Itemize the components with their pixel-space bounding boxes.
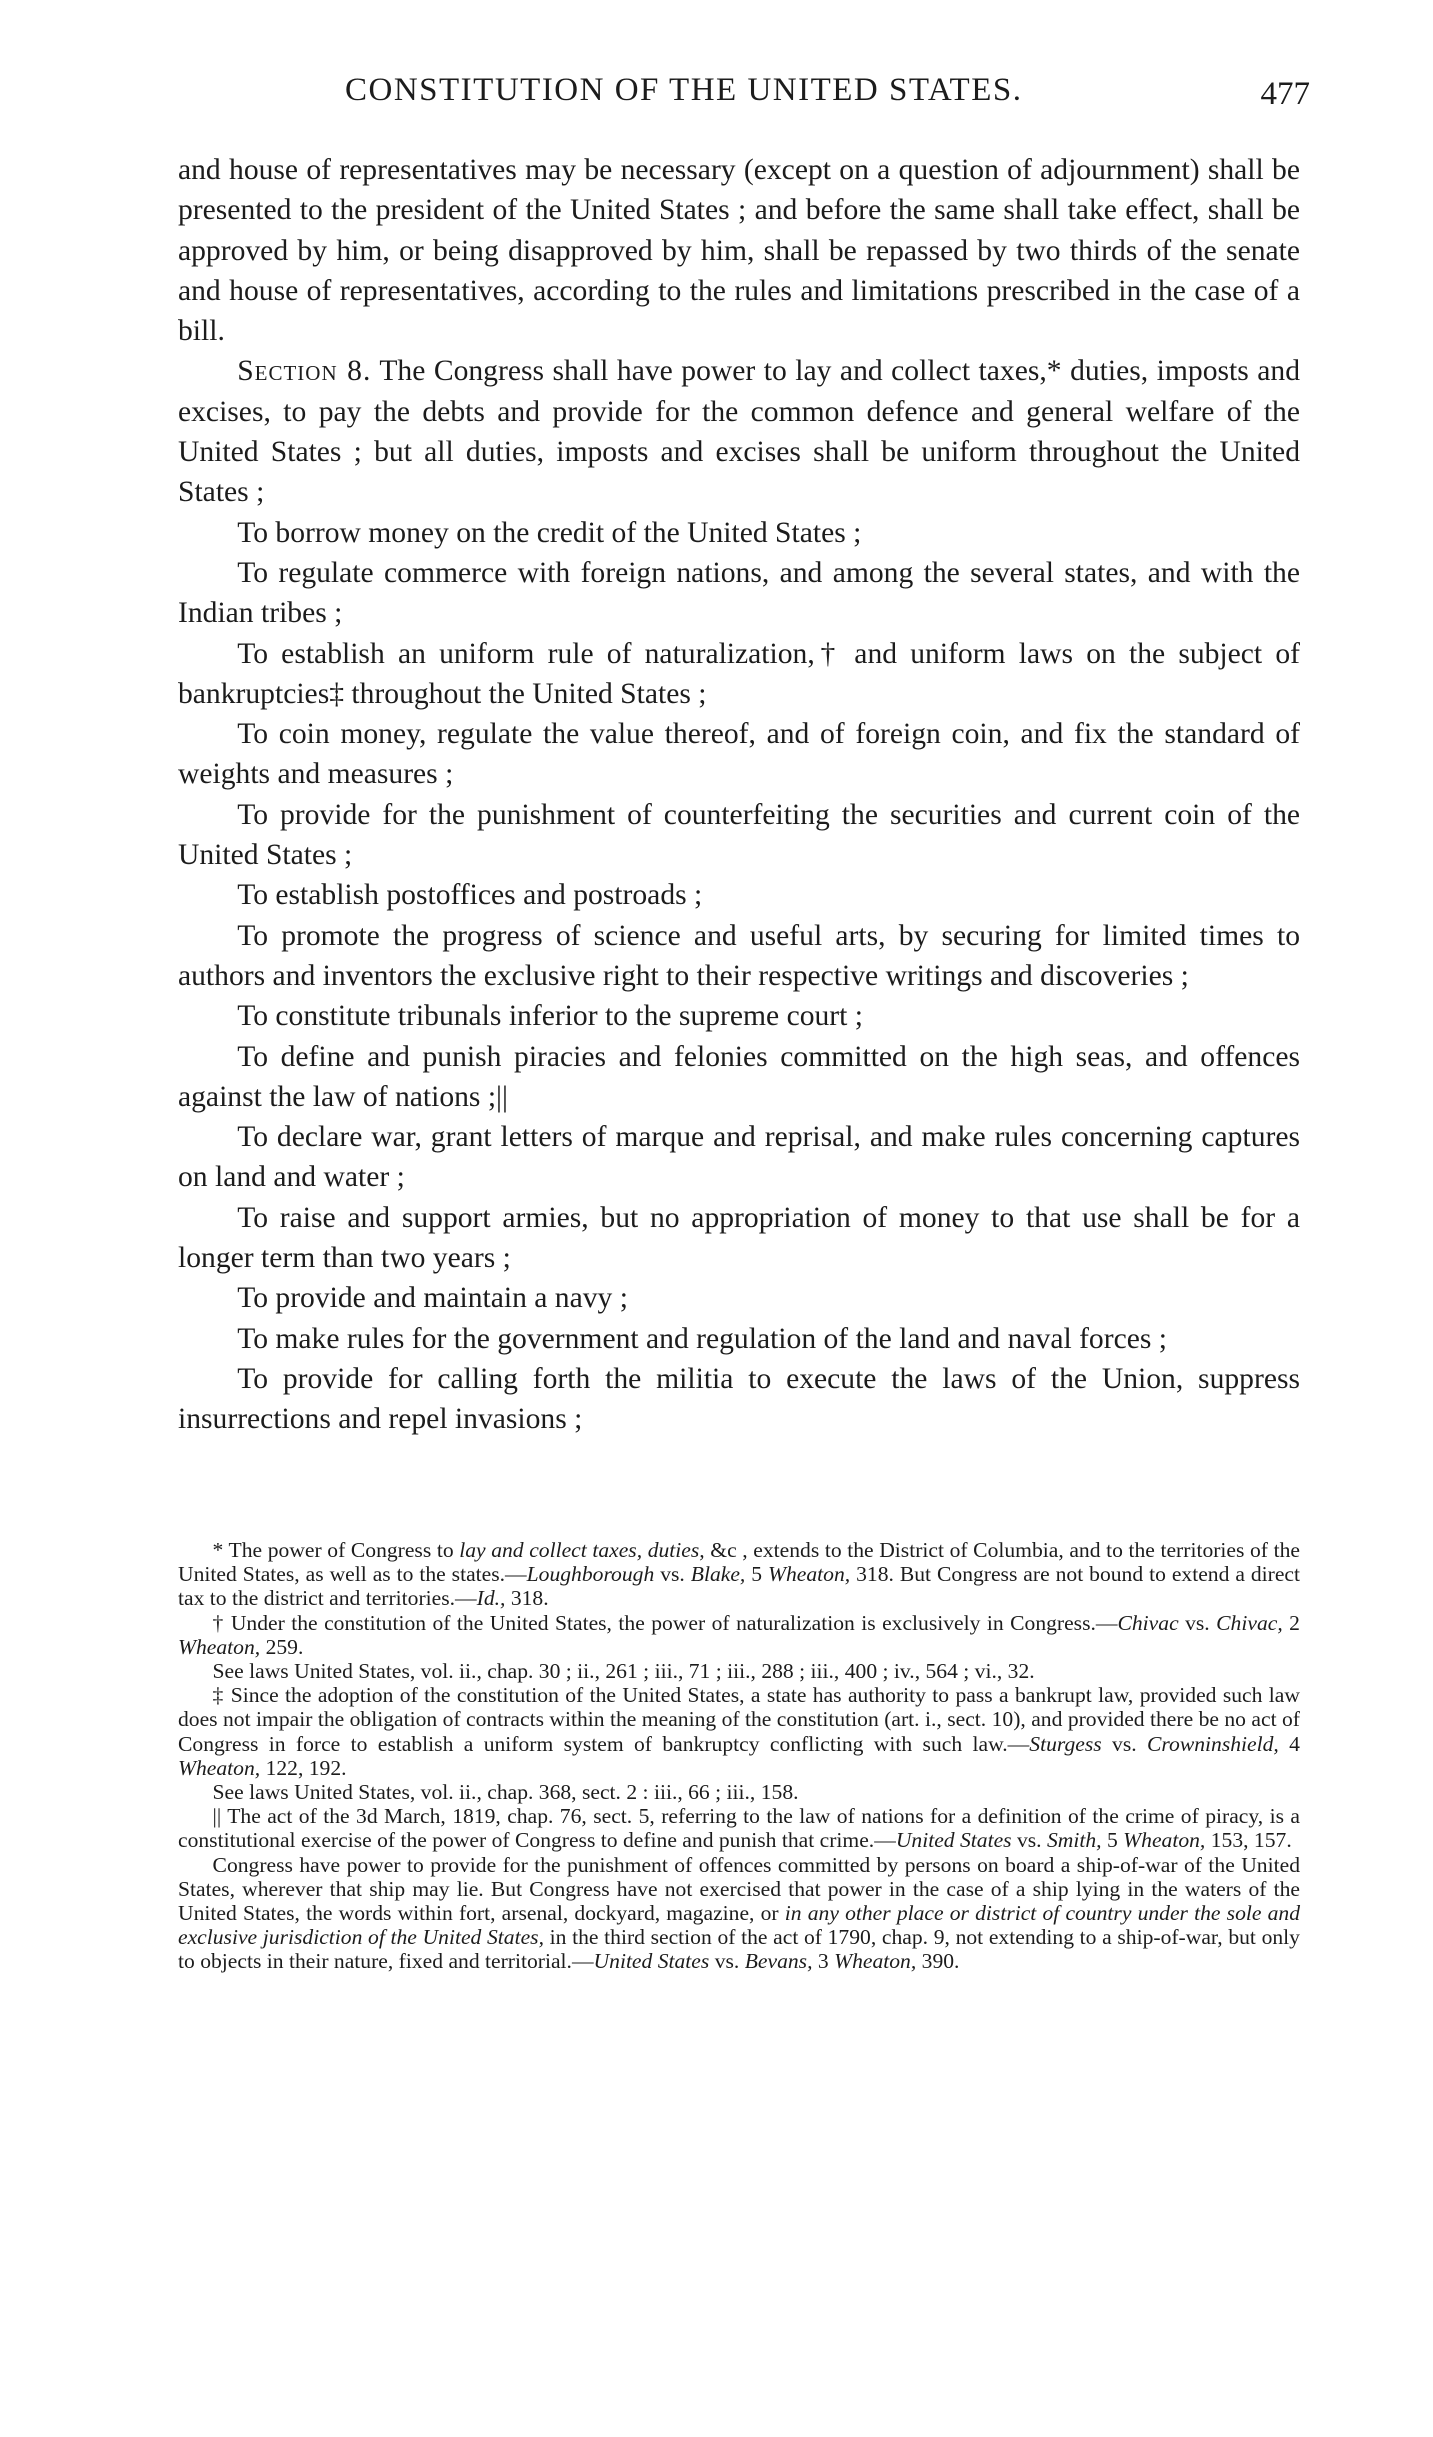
case-name: Sturgess [1029,1731,1102,1756]
footnote: See laws United States, vol. ii., chap. 30 ; ii., 261 ; iii., 71 ; iii., 288 ; iii., 400 ; iv., 564 ; vi., 32. [212,1659,1035,1684]
case-name: Bevans, [744,1949,813,1974]
note-text: * The power of Congress to [212,1538,460,1562]
paragraph: To coin money, regulate the value thereof, and of foreign coin, and fix the standard of weights and measures ; [178,718,1300,791]
section-text: The Congress shall have power to lay and collect taxes,* duties, imposts and excises, to pay the debts and provide for the common defence and general welfare of the United States ; but all duties, imposts and excises shall be uniform throughout the United States ; [178,355,1300,509]
footnote [178,1611,1300,1659]
paragraph: To promote the progress of science and useful arts, by securing for limited times to authors and inventors the exclusive right to their respective writings and discoveries ; [178,919,1300,992]
page-header [180,72,1310,122]
paragraph: To define and punish piracies and felonies committed on the high seas, and offences against the law of nations ;|| [178,1040,1300,1113]
note-text: &c , extends to the District of Columbia, and to the territories of the United States, as well as to the states.— [178,1538,1300,1587]
reporter-name: Wheaton, [834,1949,917,1974]
note-text: vs. [1178,1610,1217,1635]
footnote [178,1853,1300,1974]
note-text: in the third section of the act of 1790, chap. 9, not extending to a ship-of-war, but only to objects in their nature, fixed and territorial.— [178,1925,1300,1974]
footnote [178,1804,1300,1852]
case-name: Chivac [1117,1610,1179,1635]
note-text: vs. [1101,1731,1148,1756]
footnote: See laws United States, vol. ii., chap. 368, sect. 2 : iii., 66 ; iii., 158. [212,1780,799,1805]
footnote [178,1538,1300,1611]
note-text: 259. [260,1634,304,1659]
reporter-name: Wheaton, [1123,1828,1206,1853]
case-name: Chivac, [1216,1610,1283,1635]
paragraph: To provide for calling forth the militia to execute the laws of the Union, suppress insurrections and repel invasions ; [178,1362,1300,1436]
note-text: 153, 157. [1205,1828,1292,1853]
note-text: † Under the constitution of the United States, the power of naturalization is exclusively in Congress.— [212,1610,1118,1635]
main-text [178,150,1300,1440]
page-number: 477 [1260,76,1310,112]
note-text: Congress have power to provide for the punishment of offences committed by persons on board a ship-of-war of the United States, wherever that ship may lie. But Congress have not exercised that power in the case of a ship lying in the waters of the United States, the words within fort, arsenal, dockyard, magazine, or [178,1852,1300,1926]
paragraph: To provide and maintain a navy ; [237,1282,628,1315]
paragraph: To regulate commerce with foreign nations, and among the several states, and with the Indian tribes ; [178,556,1300,630]
note-text: || The act of the 3d March, 1819, chap. 76, sect. 5, referring to the law of nations for a definition of the crime of piracy, is a constitutional exercise of the power of Congress to define and punish that crime.— [178,1804,1300,1853]
reporter-name: Wheaton, [178,1755,261,1780]
paragraph: To establish an uniform rule of naturalization,† and uniform laws on the subject of bankruptcies‡ throughout the United States ; [178,637,1300,710]
paragraph: To establish postoffices and postroads ; [237,879,703,912]
case-name: Loughborough [526,1562,655,1587]
paragraph: To provide for the punishment of counterfeiting the securities and current coin of the United States ; [178,798,1300,872]
note-text: 122, 192. [260,1755,347,1780]
section-label: Section 8. [237,355,372,388]
case-name: Crowninshield, [1147,1731,1279,1756]
note-text: 2 [1282,1610,1300,1635]
case-name: United States [593,1949,710,1974]
note-text: 318. [505,1586,549,1611]
case-name: Smith, [1046,1828,1102,1853]
footnotes [178,1538,1300,1974]
note-text: 3 [812,1949,835,1974]
section-8-paragraph [178,351,1300,512]
note-text: 5 [1101,1828,1124,1853]
note-text: 390. [916,1949,960,1974]
note-text: ‡ Since the adoption of the constitution of the United States, a state has authority to pass a bankrupt law, provided such law does not impair the obligation of contracts within the meaning of the constitution (art. i., sect. 10), and provided there be no act of Congress in force to establish a uniform system of bankruptcy conflicting with such law.— [178,1683,1300,1756]
note-text: 318. But Congress are not bound to extend a direct tax to the district and territories.— [178,1562,1300,1611]
note-text: 5 [745,1562,768,1587]
paragraph: To constitute tribunals inferior to the supreme court ; [237,1000,864,1033]
footnote [178,1683,1300,1780]
paragraph: To make rules for the government and regulation of the land and naval forces ; [237,1322,1167,1355]
paragraph: To declare war, grant letters of marque and reprisal, and make rules concerning captures on land and water ; [178,1121,1300,1194]
note-text: vs. [709,1949,745,1974]
case-name: Blake, [690,1562,746,1587]
note-text: vs. [1011,1828,1047,1853]
running-title: CONSTITUTION OF THE UNITED STATES. [345,72,1023,108]
reporter-name: Wheaton, [178,1634,261,1659]
paragraph: and house of representatives may be necessary (except on a question of adjournment) shall be presented to the president of the United States ; and before the same shall take effect, shall be approved by him, or being disapproved by him, shall be repassed by two thirds of the senate and house of representatives, according to the rules and limitations prescribed in the case of a bill. [178,154,1300,348]
reporter-name: Wheaton, [768,1562,851,1587]
paragraph: To borrow money on the credit of the United States ; [237,516,862,549]
case-name: United States [895,1828,1012,1853]
note-text: 4 [1278,1731,1300,1756]
note-emphasis: lay and collect taxes, duties, [459,1538,705,1562]
note-emphasis: in any other place or district of country under the sole and exclusive jurisdiction of the United States, [178,1901,1301,1950]
note-text: vs. [654,1562,691,1587]
paragraph: To raise and support armies, but no appropriation of money to that use shall be for a longer term than two years ; [178,1201,1300,1275]
note-emphasis: Id., [476,1586,506,1611]
